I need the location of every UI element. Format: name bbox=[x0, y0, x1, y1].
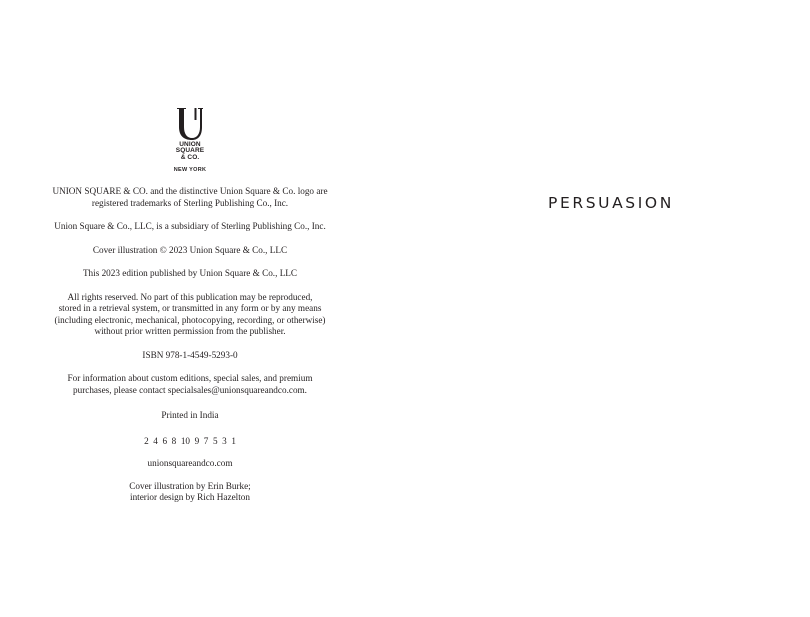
subsidiary-notice: Union Square & Co., LLC, is a subsidiary of Sterling Publishing Co., Inc. bbox=[54, 221, 326, 231]
website: unionsquareandco.com bbox=[147, 458, 233, 468]
trademark-line-2: registered trademarks of Sterling Publishing Co., Inc. bbox=[91, 197, 289, 208]
rights-line-4: without prior written permission from the publisher. bbox=[94, 326, 286, 336]
sales-line-1: For information about custom editions, special sales, and premium bbox=[67, 373, 313, 383]
logo-line-3: & CO. bbox=[180, 153, 200, 161]
credits-line-1: Cover illustration by Erin Burke; bbox=[129, 480, 251, 491]
logo-line-2: SQUARE bbox=[175, 147, 205, 155]
copyright-text bbox=[30, 186, 350, 504]
copyright-page bbox=[0, 0, 380, 617]
publisher-logo bbox=[160, 106, 220, 173]
title-page bbox=[405, 0, 810, 617]
isbn: ISBN 978-1-4549-5293-0 bbox=[142, 349, 238, 360]
rights-line-2: stored in a retrieval system, or transmitted in any form or by any means bbox=[58, 303, 322, 313]
rights-line-3: (including electronic, mechanical, photocopying, recording, or otherwise) bbox=[54, 314, 326, 325]
credits-line-2: interior design by Rich Hazelton bbox=[130, 492, 250, 502]
print-line: 2 4 6 8 10 9 7 5 3 1 bbox=[144, 435, 236, 446]
logo-city: NEW YORK bbox=[173, 167, 207, 174]
union-square-u-logo-icon bbox=[173, 106, 207, 142]
rights-line-1: All rights reserved. No part of this publication may be reproduced, bbox=[67, 291, 313, 302]
cover-copyright: Cover illustration © 2023 Union Square & Co., LLC bbox=[92, 244, 288, 255]
printed-in: Printed in India bbox=[161, 410, 219, 420]
sales-line-2: purchases, please contact specialsales@unionsquareandco.com. bbox=[73, 384, 307, 395]
logo-line-1: UNION bbox=[179, 141, 201, 148]
trademark-line-1: UNION SQUARE & CO. and the distinctive Union Square & Co. logo are bbox=[52, 186, 328, 196]
edition-notice: This 2023 edition published by Union Square & Co., LLC bbox=[82, 268, 298, 278]
book-title: PERSUASION bbox=[548, 194, 674, 212]
